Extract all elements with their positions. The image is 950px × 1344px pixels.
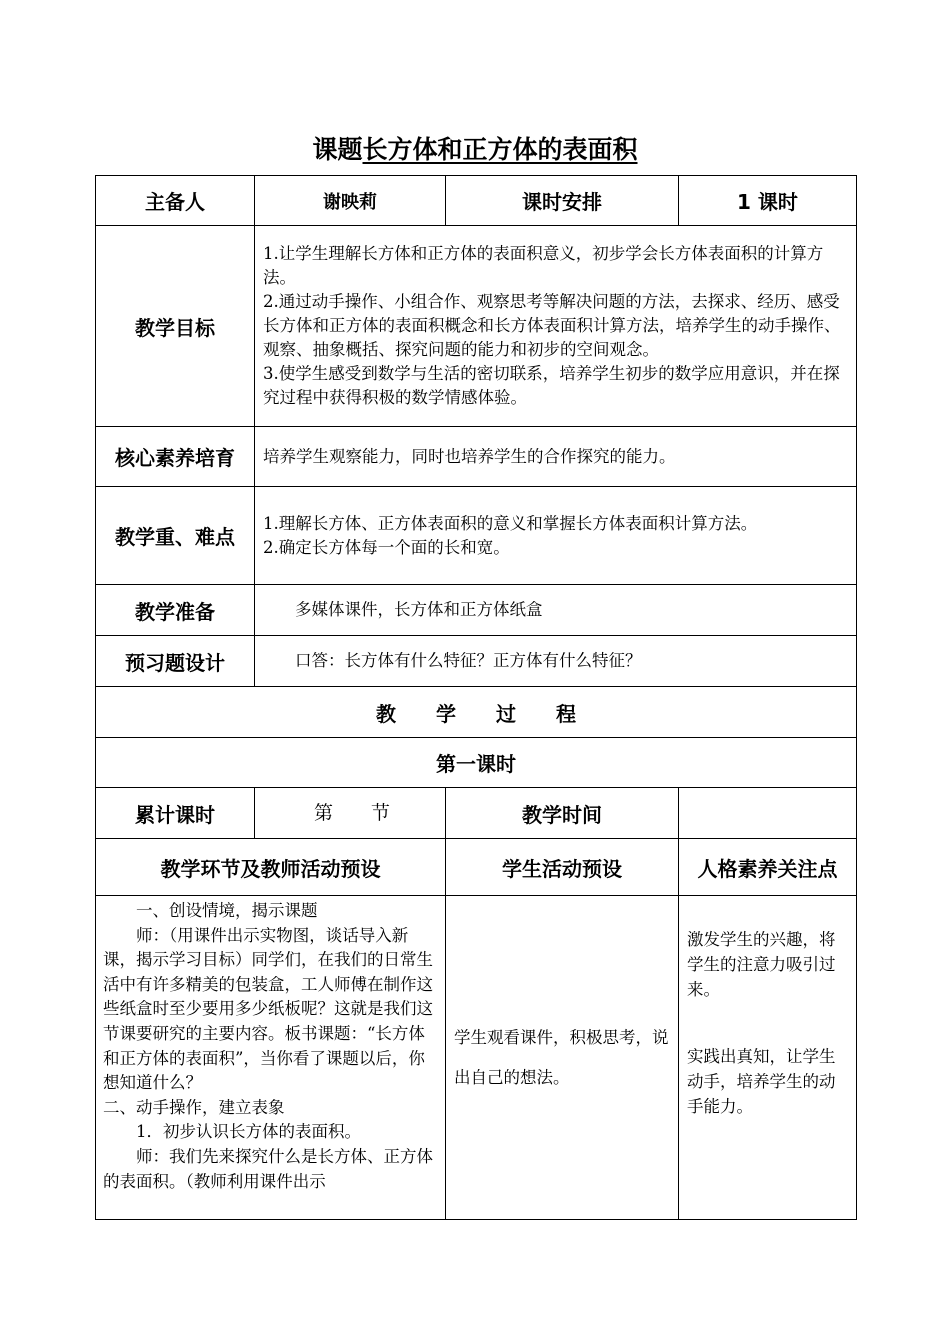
preview-row <box>96 636 857 687</box>
objectives-label: 教学目标 <box>96 226 255 427</box>
count-value: 第 节 <box>255 788 446 839</box>
personality-focus <box>679 896 857 1220</box>
personality-item: 实践出真知，让学生动手，培养学生的动手能力。 <box>687 1046 836 1116</box>
count-label: 累计课时 <box>96 788 255 839</box>
page-title <box>0 132 950 168</box>
student-activity: 学生观看课件，积极思考，说出自己的想法。 <box>446 896 679 1220</box>
objective-item: 2.通过动手操作、小组合作、观察思考等解决问题的方法，去探求、经历、感受长方体和正方体的表面积概念和长方体表面积计算方法，培养学生的动手操作、观察、抽象概括、探究问题的能力和初步的空间观念。 <box>263 292 841 359</box>
col-personality: 人格素养关注点 <box>679 839 857 896</box>
teacher-line: 1．初步认识长方体的表面积。 <box>136 1122 361 1142</box>
col-teacher: 教学环节及教师活动预设 <box>96 839 446 896</box>
title-prefix: 课题 <box>312 135 363 164</box>
core-content: 培养学生观察能力，同时也培养学生的合作探究的能力。 <box>255 427 857 487</box>
preparer-value: 谢映莉 <box>255 176 446 226</box>
objective-item: 3.使学生感受到数学与生活的密切联系，培养学生初步的数学应用意识，并在探究过程中获得积极的数学情感体验。 <box>263 364 840 407</box>
lesson-plan-table <box>95 175 857 1220</box>
objective-item: 1.让学生理解长方体和正方体的表面积意义，初步学会长方体表面积的计算方法。 <box>263 244 824 287</box>
teacher-line: 师：（用课件出示实物图，谈话导入新课，揭示学习目标）同学们，在我们的日常生活中有许多精美的包装盒，工人师傅在制作这些纸盒时至少要用多少纸板呢？这就是我们这节课要研究的主要内容。板书课题：“长方体和正方体的表面积”，当你看了课题以后，你想知道什么？ <box>103 925 433 1093</box>
teacher-line: 一、创设情境，揭示课题 <box>136 901 318 920</box>
personality-item: 激发学生的兴趣，将学生的注意力吸引过来。 <box>687 929 836 999</box>
core-label: 核心素养培育 <box>96 427 255 487</box>
prep-row <box>96 585 857 636</box>
time-label: 教学时间 <box>446 788 679 839</box>
col-student: 学生活动预设 <box>446 839 679 896</box>
core-row <box>96 427 857 487</box>
teacher-line: 师：我们先来探究什么是长方体、正方体的表面积。（教师利用课件出示 <box>103 1146 433 1191</box>
lesson-title-row <box>96 738 857 788</box>
activity-row <box>96 896 857 1220</box>
keypoints-content <box>255 487 857 585</box>
time-value <box>679 788 857 839</box>
teacher-line: 二、动手操作，建立表象 <box>103 1097 285 1117</box>
prep-label: 教学准备 <box>96 585 255 636</box>
objectives-content <box>255 226 857 427</box>
preview-label: 预习题设计 <box>96 636 255 687</box>
keypoint-item: 1.理解长方体、正方体表面积的意义和掌握长方体表面积计算方法。 <box>263 513 758 533</box>
header-row <box>96 176 857 226</box>
preparer-label: 主备人 <box>96 176 255 226</box>
objectives-row <box>96 226 857 427</box>
lesson-title: 第一课时 <box>96 738 857 788</box>
prep-content: 多媒体课件，长方体和正方体纸盒 <box>255 585 857 636</box>
schedule-value: 1 课时 <box>679 176 857 226</box>
preview-content: 口答：长方体有什么特征？正方体有什么特征？ <box>255 636 857 687</box>
keypoints-label: 教学重、难点 <box>96 487 255 585</box>
keypoints-row <box>96 487 857 585</box>
teacher-activity <box>96 896 446 1220</box>
title-name: 长方体和正方体的表面积 <box>362 135 638 164</box>
keypoint-item: 2.确定长方体每一个面的长和宽。 <box>263 537 510 557</box>
schedule-label: 课时安排 <box>446 176 679 226</box>
meta-row <box>96 788 857 839</box>
process-title: 教 学 过 程 <box>96 687 857 738</box>
process-title-row <box>96 687 857 738</box>
columns-row <box>96 839 857 896</box>
